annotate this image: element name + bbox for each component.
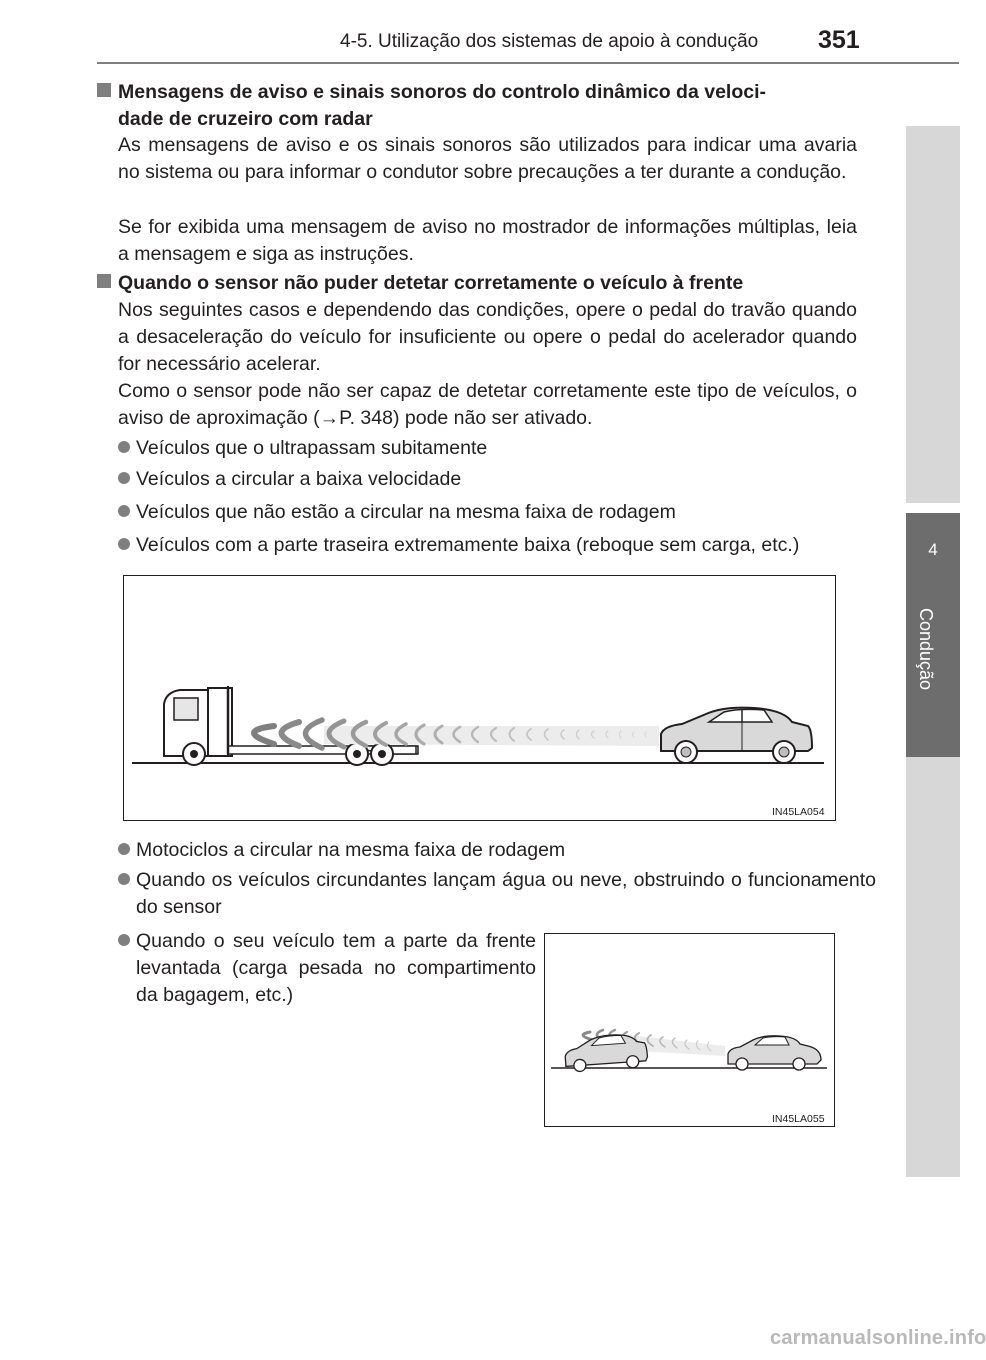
section1-paragraph1: As mensagens de aviso e os sinais sonoros são utilizados para indicar uma avaria no sistema ou para informar o condutor sobre precauções a ter durante a condução. bbox=[118, 134, 857, 183]
bullet-dot-icon bbox=[118, 873, 130, 885]
footer-watermark: carmanualsonline.info bbox=[770, 1327, 986, 1349]
side-tab-background bbox=[906, 126, 960, 503]
list-item: Veículos que não estão a circular na mesma faixa de rodagem bbox=[118, 499, 858, 526]
section2-heading: Quando o sensor não puder detetar corretamente o veículo à frente bbox=[97, 270, 857, 297]
list-item: Veículos que o ultrapassam subitamente bbox=[118, 435, 858, 462]
bullet-dot-icon bbox=[118, 934, 130, 946]
page-number: 351 bbox=[818, 26, 860, 54]
bullet-dot-icon bbox=[118, 441, 130, 453]
section1-heading: Mensagens de aviso e sinais sonoros do controlo dinâmico da veloci- dade de cruzeiro com radar bbox=[97, 79, 857, 133]
raised-front-illustration bbox=[545, 934, 833, 1125]
side-tab-number: 4 bbox=[928, 540, 938, 559]
section2-paragraph1: Nos seguintes casos e dependendo das condições, opere o pedal do travão quando a desaceleração do veículo for insuficiente ou opere o pedal do acelerador quando for necessário acelerar. bbox=[118, 299, 857, 375]
page-header bbox=[0, 0, 960, 70]
figure-caption: IN45LA054 bbox=[772, 806, 825, 818]
chapter-title: 4-5. Utilização dos sistemas de apoio à condução bbox=[340, 31, 759, 52]
section1-paragraph2: Se for exibida uma mensagem de aviso no mostrador de informações múltiplas, leia a mensagem e siga as instruções. bbox=[118, 216, 857, 265]
square-bullet-icon bbox=[97, 274, 111, 288]
square-bullet-icon bbox=[97, 83, 111, 97]
bullet-dot-icon bbox=[118, 538, 130, 550]
list-item: Veículos a circular a baixa velocidade bbox=[118, 466, 858, 493]
list-item: Veículos com a parte traseira extremamente baixa (reboque sem carga, etc.) bbox=[118, 532, 858, 559]
side-tab-label: Condução bbox=[916, 608, 936, 691]
section2-paragraph2: Como o sensor pode não ser capaz de detetar corretamente este tipo de veículos, o aviso de aproximação (→P. 348) pode não ser ativado. bbox=[118, 380, 857, 429]
header-divider bbox=[97, 62, 959, 64]
side-tab-background-lower bbox=[906, 757, 960, 1177]
figure-truck-trailer bbox=[123, 575, 836, 821]
bullet-dot-icon bbox=[118, 843, 130, 855]
bullet-dot-icon bbox=[118, 472, 130, 484]
figure-raised-front bbox=[544, 933, 835, 1127]
list-item: Quando o seu veículo tem a parte da frente levantada (carga pesada no compartimento da bagagem, etc.) bbox=[118, 928, 536, 1009]
list-item: Quando os veículos circundantes lançam água ou neve, obstruindo o funcionamento do sensor bbox=[118, 867, 876, 921]
bullet-dot-icon bbox=[118, 505, 130, 517]
list-item: Motociclos a circular na mesma faixa de rodagem bbox=[118, 837, 858, 864]
figure-caption: IN45LA055 bbox=[772, 1113, 825, 1125]
truck-trailer-illustration bbox=[124, 576, 834, 819]
